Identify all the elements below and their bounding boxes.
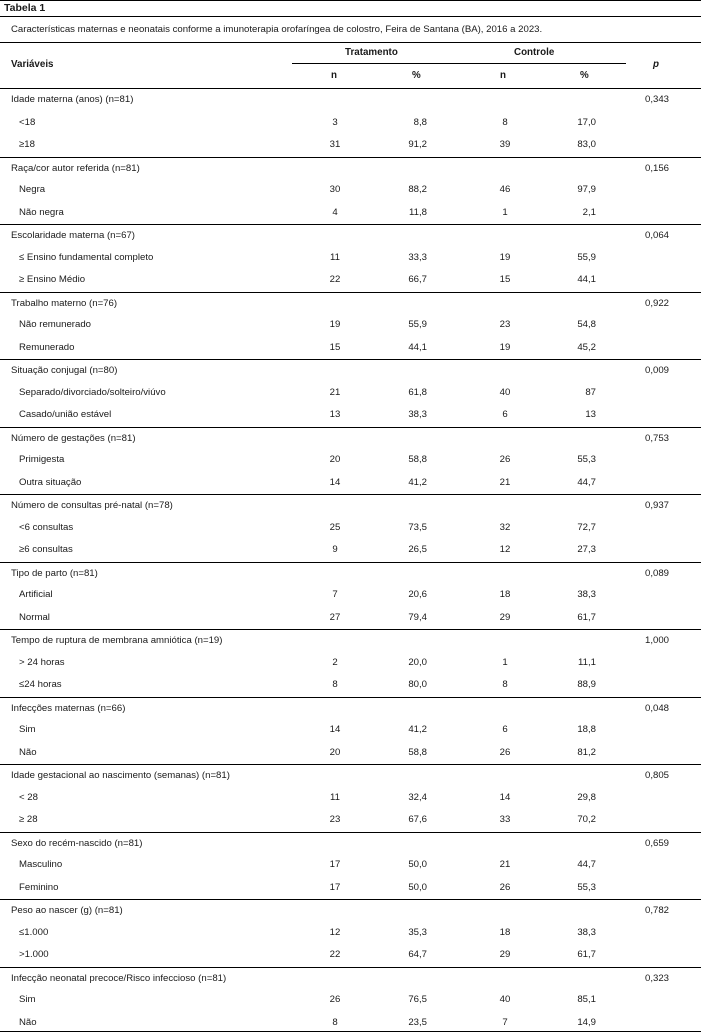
category-row [0,179,701,202]
treatment-pct: 8,8 [413,116,427,128]
category-row [0,314,701,337]
treatment-pct: 64,7 [408,949,427,960]
treatment-pct: 32,4 [408,791,427,803]
control-n: 26 [499,746,511,758]
control-pct: 38,3 [577,589,596,600]
variable-label: Idade gestacional ao nascimento (semanas) (n=81) [11,770,230,781]
control-n: 18 [499,589,511,600]
category-row [0,517,701,540]
treatment-pct: 55,9 [408,319,427,330]
group-header-rule [292,63,626,64]
variable-group-row [0,629,701,652]
treatment-pct: 50,0 [408,881,427,893]
variable-group-row [0,899,701,922]
category-label: Separado/divorciado/solteiro/viúvo [19,386,166,398]
control-n: 21 [499,476,511,488]
variable-label: Trabalho materno (n=76) [11,297,118,309]
category-label: Feminino [19,881,59,893]
table-body [0,89,701,1034]
control-pct: 54,8 [577,319,596,330]
treatment-n: 30 [329,184,341,195]
header-treatment-pct: % [412,70,421,81]
category-label: >1.000 [19,949,49,960]
control-pct: 18,8 [577,724,596,735]
variable-group-row [0,832,701,855]
table-bottom-rule [0,1031,701,1032]
treatment-pct: 23,5 [408,1016,427,1028]
control-pct: 44,7 [577,859,596,870]
treatment-n: 11 [330,251,340,263]
p-value: 0,009 [644,365,669,376]
control-n: 40 [499,994,511,1005]
variable-group-row [0,697,701,720]
variable-label: Número de gestações (n=81) [11,432,136,444]
category-row [0,742,701,765]
variable-label: Idade materna (anos) (n=81) [11,94,134,105]
treatment-n: 8 [332,679,338,690]
treatment-n: 2 [332,656,338,668]
header-control-n: n [500,70,506,81]
control-n: 32 [499,521,511,533]
category-row [0,652,701,675]
variable-group-row [0,157,701,180]
category-label: ≤ Ensino fundamental completo [19,251,154,263]
control-n: 46 [499,184,511,195]
header-top-rule [0,42,701,43]
treatment-pct: 26,5 [408,544,427,555]
control-pct: 13 [585,409,596,420]
category-label: Remunerado [19,341,75,353]
control-pct: 45,2 [577,341,596,353]
control-n: 6 [502,724,508,735]
treatment-pct: 20,0 [408,656,427,668]
p-value: 0,323 [644,972,669,984]
treatment-n: 22 [329,274,341,285]
variable-label: Sexo do recém-nascido (n=81) [11,837,143,849]
category-label: ≤1.000 [19,926,49,938]
treatment-pct: 76,5 [408,994,427,1005]
category-row [0,674,701,697]
header-variables: Variáveis [11,59,54,70]
category-row [0,112,701,135]
p-value: 0,782 [644,905,669,916]
variable-group-row [0,359,701,382]
table-label-bar [0,0,701,17]
category-label: ≥6 consultas [19,544,73,555]
treatment-n: 14 [329,724,341,735]
treatment-pct: 44,1 [408,341,427,353]
category-label: Masculino [19,859,63,870]
control-pct: 11,1 [578,656,596,668]
category-row [0,854,701,877]
header-control: Controle [514,47,555,58]
category-label: Outra situação [19,476,82,488]
control-n: 15 [499,274,511,285]
control-n: 39 [499,139,511,150]
category-row [0,539,701,562]
treatment-pct: 58,8 [408,746,427,758]
control-n: 26 [499,454,511,465]
control-pct: 38,3 [577,926,596,938]
p-value: 0,343 [644,94,669,105]
p-value: 0,659 [644,837,669,849]
control-n: 26 [499,881,511,893]
p-value: 0,805 [644,770,669,781]
control-pct: 55,9 [577,251,596,263]
treatment-pct: 73,5 [408,521,427,533]
header-p: p [653,59,659,70]
category-label: Negra [19,184,46,195]
p-value: 0,048 [644,702,669,714]
category-row [0,269,701,292]
category-label: Não [19,1016,37,1028]
category-row [0,787,701,810]
control-n: 6 [502,409,508,420]
category-row [0,607,701,630]
control-pct: 85,1 [577,994,596,1005]
treatment-n: 17 [329,881,341,893]
variable-group-row [0,427,701,450]
control-pct: 17,0 [577,116,596,128]
control-n: 29 [499,611,511,623]
category-row [0,922,701,945]
control-n: 8 [502,679,508,690]
treatment-pct: 38,3 [408,409,427,420]
control-n: 7 [502,1016,508,1028]
treatment-pct: 11,8 [409,206,427,218]
variable-label: Peso ao nascer (g) (n=81) [11,905,123,916]
category-row [0,719,701,742]
category-label: < 28 [19,791,38,803]
treatment-n: 13 [329,409,341,420]
header-treatment-n: n [331,70,337,81]
treatment-pct: 66,7 [408,274,427,285]
treatment-pct: 35,3 [408,926,427,938]
control-n: 19 [499,341,511,353]
category-row [0,449,701,472]
category-label: Sim [19,994,36,1005]
control-pct: 29,8 [577,791,596,803]
control-n: 1 [502,206,508,218]
control-pct: 88,9 [577,679,596,690]
table-caption: Características maternas e neonatais conforme a imunoterapia orofaríngea de colostro, Feira de Santana (BA), 2016 a 2023. [11,24,543,35]
category-label: Primigesta [19,454,65,465]
category-row [0,584,701,607]
variable-group-row [0,967,701,990]
control-pct: 72,7 [577,521,596,533]
variable-group-row [0,494,701,517]
control-n: 8 [502,116,508,128]
treatment-n: 27 [329,611,341,623]
treatment-pct: 91,2 [408,139,427,150]
treatment-n: 4 [332,206,338,218]
control-pct: 2,1 [582,206,596,218]
control-pct: 44,7 [577,476,596,488]
treatment-n: 14 [329,476,341,488]
category-row [0,809,701,832]
treatment-n: 22 [329,949,341,960]
control-pct: 70,2 [577,814,596,825]
category-row [0,247,701,270]
control-pct: 83,0 [577,139,596,150]
treatment-pct: 41,2 [408,724,427,735]
treatment-n: 12 [329,926,341,938]
p-value: 0,922 [644,297,669,309]
variable-group-row [0,764,701,787]
variable-label: Raça/cor autor referida (n=81) [11,162,140,174]
treatment-n: 7 [332,589,338,600]
control-n: 40 [499,386,511,398]
category-label: ≥ Ensino Médio [19,274,86,285]
control-pct: 55,3 [577,881,596,893]
control-pct: 44,1 [577,274,596,285]
category-row [0,989,701,1012]
p-value: 0,089 [644,567,669,579]
variable-label: Número de consultas pré-natal (n=78) [11,500,173,511]
treatment-pct: 20,6 [408,589,427,600]
treatment-n: 19 [329,319,341,330]
category-label: <6 consultas [19,521,74,533]
variable-label: Tipo de parto (n=81) [11,567,98,579]
treatment-n: 8 [332,1016,338,1028]
treatment-n: 15 [329,341,341,353]
category-row [0,944,701,967]
header-control-pct: % [580,70,589,81]
treatment-n: 21 [329,386,341,398]
category-label: Não [19,746,37,758]
control-n: 29 [499,949,511,960]
variable-label: Situação conjugal (n=80) [11,365,118,376]
control-pct: 55,3 [577,454,596,465]
control-pct: 61,7 [577,949,596,960]
variable-label: Infecções maternas (n=66) [11,702,126,714]
control-pct: 27,3 [577,544,596,555]
variable-group-row [0,224,701,247]
variable-group-row [0,292,701,315]
variable-group-row [0,89,701,112]
header-treatment: Tratamento [345,47,398,58]
category-row [0,202,701,225]
control-pct: 97,9 [577,184,596,195]
control-n: 18 [499,926,511,938]
category-row [0,134,701,157]
control-n: 19 [499,251,511,263]
category-row [0,337,701,360]
variable-label: Escolaridade materna (n=67) [11,230,135,241]
treatment-pct: 80,0 [408,679,427,690]
category-label: Artificial [19,589,53,600]
category-label: Não remunerado [19,319,91,330]
treatment-n: 17 [329,859,341,870]
category-row [0,382,701,405]
variable-label: Tempo de ruptura de membrana amniótica (n=19) [11,635,223,646]
category-row [0,404,701,427]
category-label: Sim [19,724,36,735]
p-value: 0,937 [644,500,669,511]
control-pct: 61,7 [577,611,596,623]
control-n: 21 [499,859,511,870]
treatment-pct: 61,8 [408,386,427,398]
category-row [0,472,701,495]
treatment-pct: 67,6 [408,814,427,825]
control-pct: 81,2 [577,746,596,758]
variable-group-row [0,562,701,585]
control-n: 1 [502,656,508,668]
treatment-n: 3 [332,116,338,128]
treatment-n: 26 [329,994,341,1005]
control-n: 12 [499,544,511,555]
p-value: 0,753 [644,432,669,444]
category-label: Normal [19,611,50,623]
treatment-n: 31 [329,139,341,150]
p-value: 1,000 [644,635,669,646]
variable-label: Infecção neonatal precoce/Risco infeccioso (n=81) [11,972,227,984]
treatment-pct: 88,2 [408,184,427,195]
control-n: 14 [499,791,511,803]
category-label: Não negra [19,206,64,218]
treatment-pct: 33,3 [408,251,427,263]
category-label: ≥ 28 [19,814,38,825]
treatment-pct: 50,0 [408,859,427,870]
treatment-pct: 58,8 [408,454,427,465]
treatment-n: 25 [329,521,341,533]
category-label: ≥18 [19,139,35,150]
treatment-n: 20 [329,454,341,465]
control-n: 23 [499,319,511,330]
treatment-pct: 79,4 [408,611,427,623]
category-row [0,877,701,900]
control-pct: 87 [585,386,596,398]
control-n: 33 [499,814,511,825]
treatment-n: 20 [329,746,341,758]
table-label: Tabela 1 [4,2,46,14]
p-value: 0,064 [644,230,669,241]
category-label: Casado/união estável [19,409,112,420]
category-label: > 24 horas [19,656,65,668]
p-value: 0,156 [644,162,669,174]
control-pct: 14,9 [577,1016,596,1028]
treatment-n: 23 [329,814,341,825]
category-label: ≤24 horas [19,679,62,690]
treatment-pct: 41,2 [408,476,427,488]
category-label: <18 [19,116,36,128]
treatment-n: 11 [330,791,340,803]
treatment-n: 9 [332,544,338,555]
